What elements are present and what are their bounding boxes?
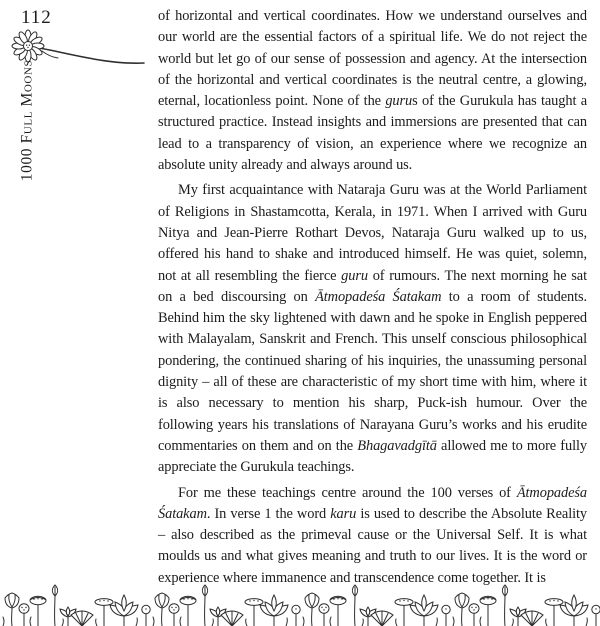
- paragraph: For me these teachings centre around the 100 verses of Ātmopadeśa Śatakam. In verse 1 the word karu is used to describe the Absolute Reality – also described as the primeval cause or the Universal Self. It is what moulds us and what gives meaning and truth to our lives. It is the word or experience where immanence and transcendence come together. It is: [158, 484, 587, 586]
- text-column: [158, 6, 587, 589]
- paragraph: My first acquaintance with Nataraja Guru was at the World Parliament of Religions in Shastamcotta, Kerala, in 1971. When I arrived with Guru Nitya and Jean-Pierre Rothart Devos, Nataraja Guru walked up to us, offered his hand to shake and introduced himself. He was quiet, solemn, not at all resembling the fierce guru of rumours. The next morning he sat on a bed discoursing on Ātmopadeśa Śatakam to a room of students. Behind him the sky lightened with dawn and he spoke in English peppered with Malayalam, Sanskrit and French. This unself conscious philosophical pondering, the continued sharing of his inquiries, the unassuming personal dignity – all of these are characteristic of my short time with him, where it is also necessary to mention his sharp, Puck-ish humour. Over the following years his translations of Narayana Guru’s works and his erudite commentaries on them and on the Bhagavadgītā allowed me to more fully appreciate the Gurukula teachings.: [158, 182, 587, 476]
- page-number: 112: [21, 7, 52, 28]
- sidebar-title: 1000 Full Moons: [18, 59, 36, 182]
- lotus-border: [0, 583, 600, 626]
- paragraph: of horizontal and vertical coordinates. How we understand ourselves and our world are the essential factors of a spiritual life. We do not reject the world but let go of our sense of possession and agency. At the intersection of the horizontal and vertical coordinates is the neutral centre, a glowing, eternal, locationless point. None of the gurus of the Gurukula has taught a structured practice. Instead insights and immersions are presented that can lead to a transparency of vision, an experience where we recognize an absolute unity already and always around us.: [158, 8, 587, 174]
